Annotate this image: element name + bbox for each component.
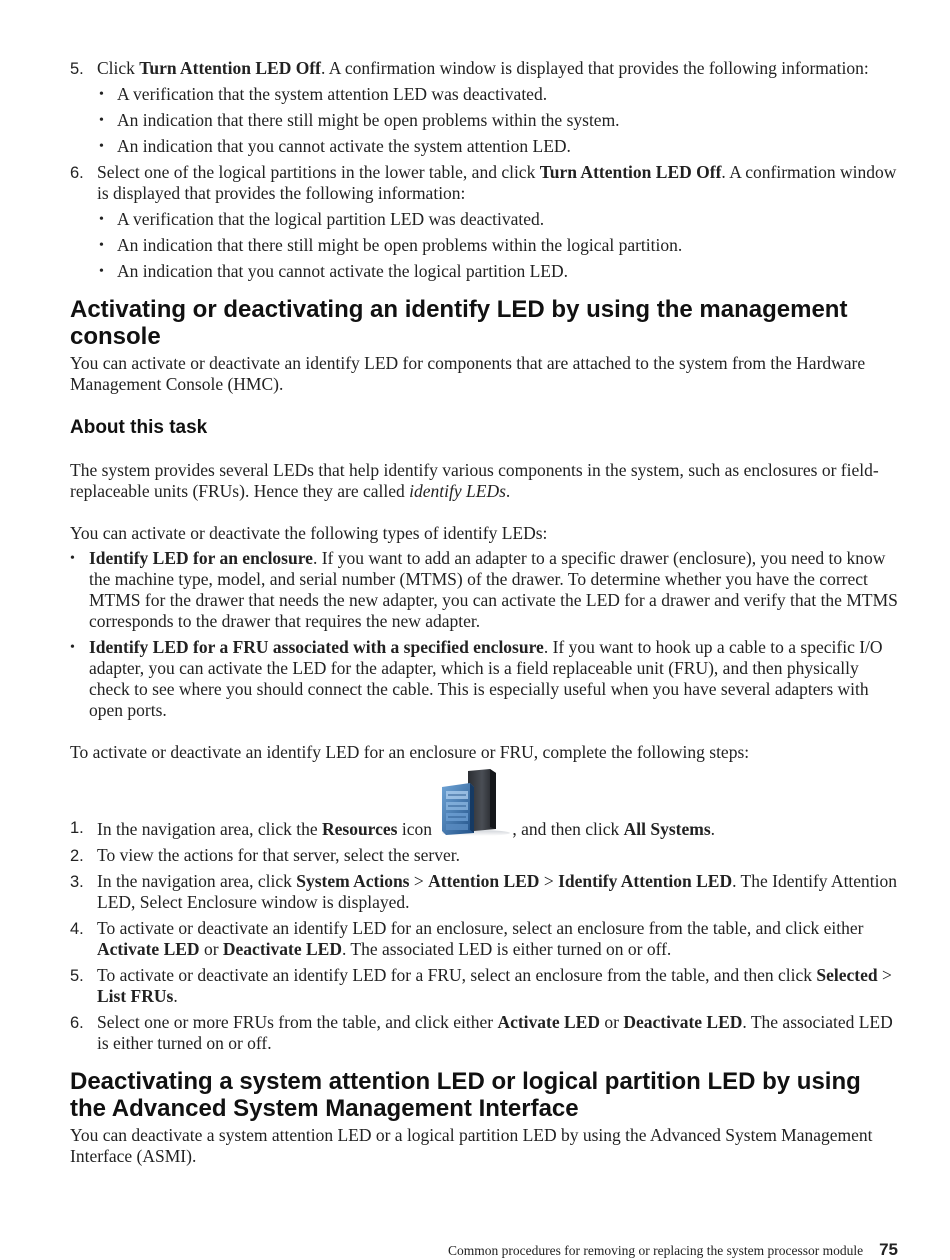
types-intro: You can activate or deactivate the following types of identify LEDs:: [70, 523, 548, 543]
ui-term: Turn Attention LED Off: [539, 162, 722, 182]
section-intro: You can activate or deactivate an identify LED for components that are attached to the system from the Hardware Management Console (HMC).: [70, 353, 866, 394]
step-6: 6. Select one of the logical partitions in the lower table, and click Turn Attention LED Off. A confirmation window is displayed that provides the following information: • A verification that the logical partition LED was deactivated. • An indication that there still might be open problems within the logical partition. • An indication that you cannot activate the logical partition LED.: [70, 162, 900, 282]
step-3: 3. In the navigation area, click System Actions > Attention LED > Identify Attention LED. The Identify Attention LED, Select Enclosure window is displayed.: [70, 871, 898, 912]
page-footer: [448, 1240, 898, 1260]
step-number: 2.: [70, 847, 84, 865]
list-item: • Identify LED for a FRU associated with a specified enclosure. If you want to hook up a cable to a specific I/O adapter, you can activate the LED for the adapter, which is a field replaceable unit (FRU), and then physically check to see where you should connect the cable. This is especially useful when you have several adapters with open ports.: [70, 637, 900, 721]
subheading: About this task: [70, 417, 208, 438]
list-item: • An indication that there still might be open problems within the system.: [97, 110, 900, 131]
step-6: 6. Select one or more FRUs from the table, and click either Activate LED or Deactivate LED. The associated LED is either turned on or off.: [70, 1012, 893, 1053]
ui-term: Turn Attention LED Off: [139, 58, 321, 78]
step-1: 1. In the navigation area, click the Resources icon , and then click All Systems.: [70, 767, 900, 840]
continued-steps: [70, 58, 900, 282]
step-number: 5.: [70, 60, 84, 78]
step-number: 5.: [70, 967, 84, 985]
section-intro: You can deactivate a system attention LED or a logical partition LED by using the Advanced System Management Interface (ASMI).: [70, 1125, 873, 1166]
step-5: 5. Click Turn Attention LED Off. A confirmation window is displayed that provides the following information: • A verification that the system attention LED was deactivated. • An indication that there still might be open problems within the system. • An indication that you cannot activate the system attention LED.: [70, 58, 900, 157]
list-item-term: Identify LED for an enclosure: [89, 548, 313, 568]
list-item: • An indication that there still might be open problems within the logical partition.: [97, 235, 900, 256]
list-item: • An indication that you cannot activate the logical partition LED.: [97, 261, 900, 282]
step-number: 1.: [70, 819, 84, 837]
list-item: • An indication that you cannot activate the system attention LED.: [97, 136, 900, 157]
step-number: 6.: [70, 1014, 84, 1032]
step-number: 6.: [70, 164, 84, 182]
step-4: 4. To activate or deactivate an identify LED for an enclosure, select an enclosure from the table, and click either Activate LED or Deactivate LED. The associated LED is either turned on or off.: [70, 918, 864, 959]
step-number: 3.: [70, 873, 84, 891]
step-5: 5. To activate or deactivate an identify LED for a FRU, select an enclosure from the table, and then click Selected > List FRUs.: [70, 965, 892, 1006]
identify-led-steps: [70, 767, 900, 1054]
steps-intro: To activate or deactivate an identify LED for an enclosure or FRU, complete the following steps:: [70, 742, 750, 762]
list-item: • A verification that the system attention LED was deactivated.: [97, 84, 900, 105]
page-number: 75: [879, 1240, 898, 1259]
task-paragraph: The system provides several LEDs that help identify various components in the system, such as enclosures or field-replaceable units (FRUs). Hence they are called identify LEDs.: [70, 460, 879, 501]
led-types-list: [70, 548, 900, 721]
list-item: • A verification that the logical partition LED was deactivated.: [97, 209, 900, 230]
document-page: [70, 58, 900, 1167]
list-item-term: Identify LED for a FRU associated with a specified enclosure: [89, 637, 544, 657]
emphasis-term: identify LEDs: [409, 481, 506, 501]
footer-title: Common procedures for removing or replacing the system processor module: [448, 1243, 864, 1258]
section-heading: Deactivating a system attention LED or logical partition LED by using the Advanced System Management Interface: [70, 1068, 861, 1122]
section-heading: Activating or deactivating an identify LED by using the management console: [70, 296, 848, 350]
server-rack-icon: [438, 767, 510, 837]
bullet-list: [97, 84, 900, 157]
step-number: 4.: [70, 920, 84, 938]
list-item: • Identify LED for an enclosure. If you want to add an adapter to a specific drawer (enclosure), you need to know the machine type, model, and serial number (MTMS) of the drawer. To determine whether you have the correct MTMS for the drawer that needs the new adapter, you can activate the LED for a drawer and verify that the MTMS corresponds to the drawer that requires the new adapter.: [70, 548, 900, 632]
step-2: 2. To view the actions for that server, select the server.: [70, 845, 461, 865]
bullet-list: [97, 209, 900, 282]
